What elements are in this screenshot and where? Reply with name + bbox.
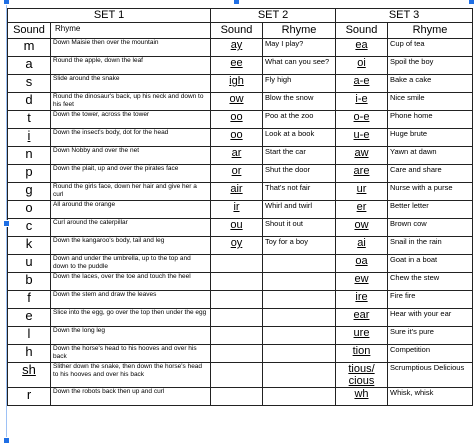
set-2-sound-cell: ar	[211, 147, 263, 165]
set-3-sound-cell: ure	[336, 327, 388, 345]
set-3-sound-cell: ew	[336, 273, 388, 291]
set-3-sound-cell: o-e	[336, 111, 388, 129]
set-1-rhyme-cell: Down the plait, up and over the pirates face	[51, 165, 211, 183]
table-row	[8, 309, 473, 327]
set-2-rhyme-header: Rhyme	[263, 23, 336, 39]
set-2-sound-cell: ee	[211, 57, 263, 75]
set-3-sound-cell: wh	[336, 388, 388, 406]
set-1-rhyme-cell: All around the orange	[51, 201, 211, 219]
set-2-sound-cell	[211, 363, 263, 388]
set-3-rhyme-cell: Care and share	[388, 165, 473, 183]
set-1-rhyme-cell: Slice into the egg, go over the top then under the egg	[51, 309, 211, 327]
set-1-sound-cell: f	[8, 291, 51, 309]
set-1-rhyme-header: Rhyme	[51, 23, 211, 39]
set-1-rhyme-cell: Down Nobby and over the net	[51, 147, 211, 165]
set-3-rhyme-cell: Hear with your ear	[388, 309, 473, 327]
resize-handle-top-right[interactable]	[468, 0, 474, 5]
set-2-rhyme-cell: Toy for a boy	[263, 237, 336, 255]
set-2-sound-cell	[211, 255, 263, 273]
table-row	[8, 363, 473, 388]
set-3-rhyme-cell: Competition	[388, 345, 473, 363]
set-3-sound-cell: a-e	[336, 75, 388, 93]
set-1-rhyme-cell: Down the robots back then up and curl	[51, 388, 211, 406]
set-3-sound-cell: ire	[336, 291, 388, 309]
set-1-sound-cell: a	[8, 57, 51, 75]
set-2-rhyme-cell	[263, 309, 336, 327]
set-1-sound-cell: g	[8, 183, 51, 201]
set-2-sound-cell: oy	[211, 237, 263, 255]
set-2-rhyme-cell: Shout it out	[263, 219, 336, 237]
set-1-rhyme-cell: Down the insect's body, dot for the head	[51, 129, 211, 147]
set-2-rhyme-cell	[263, 363, 336, 388]
set-3-sound-cell: ur	[336, 183, 388, 201]
set-3-sound-cell: oa	[336, 255, 388, 273]
set-3-rhyme-cell: Better letter	[388, 201, 473, 219]
set-1-sound-cell: m	[8, 39, 51, 57]
set-3-rhyme-header: Rhyme	[388, 23, 473, 39]
set-3-rhyme-cell: Snail in the rain	[388, 237, 473, 255]
table-row	[8, 388, 473, 406]
table-row	[8, 183, 473, 201]
set-2-sound-cell	[211, 327, 263, 345]
set-2-sound-cell	[211, 291, 263, 309]
set-1-rhyme-cell: Down the kangaroo's body, tail and leg	[51, 237, 211, 255]
set-1-rhyme-cell: Down the horse's head to his hooves and over his back	[51, 345, 211, 363]
set-3-sound-cell: u-e	[336, 129, 388, 147]
resize-handle-top-left[interactable]	[3, 0, 10, 5]
table-row	[8, 219, 473, 237]
set-3-rhyme-cell: Chew the stew	[388, 273, 473, 291]
set-2-sound-header: Sound	[211, 23, 263, 39]
set-1-sound-cell: u	[8, 255, 51, 273]
set-1-heading: SET 1	[8, 9, 211, 23]
set-2-rhyme-cell: Look at a book	[263, 129, 336, 147]
set-1-sound-cell: o	[8, 201, 51, 219]
table-row	[8, 147, 473, 165]
set-1-rhyme-cell: Curl around the caterpillar	[51, 219, 211, 237]
set-3-sound-cell: are	[336, 165, 388, 183]
set-3-sound-cell: tious/ cious	[336, 363, 388, 388]
set-1-sound-cell: e	[8, 309, 51, 327]
set-2-rhyme-cell: May I play?	[263, 39, 336, 57]
set-3-sound-cell: ear	[336, 309, 388, 327]
set-3-sound-cell: ea	[336, 39, 388, 57]
set-3-rhyme-cell: Brown cow	[388, 219, 473, 237]
set-1-rhyme-cell: Round the apple, down the leaf	[51, 57, 211, 75]
set-3-rhyme-cell: Nurse with a purse	[388, 183, 473, 201]
set-header-row	[8, 9, 473, 23]
set-1-sound-cell: d	[8, 93, 51, 111]
set-2-sound-cell: oo	[211, 111, 263, 129]
set-3-rhyme-cell: Huge brute	[388, 129, 473, 147]
set-2-sound-cell: ow	[211, 93, 263, 111]
set-1-sound-cell: c	[8, 219, 51, 237]
set-1-sound-cell: sh	[8, 363, 51, 388]
set-1-sound-cell: i	[8, 129, 51, 147]
set-3-rhyme-cell: Fire fire	[388, 291, 473, 309]
set-1-sound-cell: r	[8, 388, 51, 406]
set-2-rhyme-cell	[263, 291, 336, 309]
set-2-rhyme-cell: Shut the door	[263, 165, 336, 183]
set-1-rhyme-cell: Down the long leg	[51, 327, 211, 345]
table-row	[8, 57, 473, 75]
table-row	[8, 255, 473, 273]
table-row	[8, 273, 473, 291]
resize-handle-left-middle[interactable]	[3, 220, 10, 227]
set-2-sound-cell: oo	[211, 129, 263, 147]
table-body	[8, 39, 473, 406]
set-2-rhyme-cell: Blow the snow	[263, 93, 336, 111]
resize-handle-top-middle[interactable]	[233, 0, 240, 5]
set-2-rhyme-cell: Fly high	[263, 75, 336, 93]
table-row	[8, 165, 473, 183]
set-2-sound-cell: ir	[211, 201, 263, 219]
set-3-rhyme-cell: Spoil the boy	[388, 57, 473, 75]
set-2-rhyme-cell: Whirl and twirl	[263, 201, 336, 219]
table-row	[8, 129, 473, 147]
set-3-rhyme-cell: Goat in a boat	[388, 255, 473, 273]
set-2-rhyme-cell	[263, 255, 336, 273]
set-2-sound-cell	[211, 388, 263, 406]
set-1-sound-cell: b	[8, 273, 51, 291]
set-2-rhyme-cell	[263, 388, 336, 406]
set-2-rhyme-cell: Start the car	[263, 147, 336, 165]
set-3-sound-header: Sound	[336, 23, 388, 39]
set-1-rhyme-cell: Slide around the snake	[51, 75, 211, 93]
set-2-rhyme-cell	[263, 345, 336, 363]
set-3-rhyme-cell: Nice smile	[388, 93, 473, 111]
set-1-rhyme-cell: Slither down the snake, then down the horse's head to his hooves and over his back	[51, 363, 211, 388]
set-2-sound-cell: igh	[211, 75, 263, 93]
set-3-rhyme-cell: Sure it's pure	[388, 327, 473, 345]
set-3-sound-cell: tion	[336, 345, 388, 363]
set-3-sound-cell: ai	[336, 237, 388, 255]
set-2-rhyme-cell	[263, 327, 336, 345]
table-row	[8, 93, 473, 111]
table-row	[8, 237, 473, 255]
table-row	[8, 291, 473, 309]
table-row	[8, 201, 473, 219]
set-2-sound-cell: ou	[211, 219, 263, 237]
column-header-row	[8, 23, 473, 39]
set-2-sound-cell: air	[211, 183, 263, 201]
set-1-sound-cell: l	[8, 327, 51, 345]
set-2-heading: SET 2	[211, 9, 336, 23]
set-3-sound-cell: aw	[336, 147, 388, 165]
set-1-sound-cell: n	[8, 147, 51, 165]
set-1-rhyme-cell: Down the laces, over the toe and touch the heel	[51, 273, 211, 291]
resize-handle-bottom-left[interactable]	[3, 437, 10, 443]
table-row	[8, 39, 473, 57]
set-2-rhyme-cell	[263, 273, 336, 291]
set-3-sound-cell: ow	[336, 219, 388, 237]
set-1-sound-header: Sound	[8, 23, 51, 39]
set-1-rhyme-cell: Down the tower, across the tower	[51, 111, 211, 129]
set-1-sound-cell: s	[8, 75, 51, 93]
set-3-sound-cell: i-e	[336, 93, 388, 111]
set-2-sound-cell: ay	[211, 39, 263, 57]
set-1-rhyme-cell: Round the dinosaur's back, up his neck and down to his feet	[51, 93, 211, 111]
set-3-sound-cell: er	[336, 201, 388, 219]
set-1-rhyme-cell: Round the girls face, down her hair and give her a curl	[51, 183, 211, 201]
set-2-sound-cell	[211, 309, 263, 327]
set-3-rhyme-cell: Yawn at dawn	[388, 147, 473, 165]
set-1-sound-cell: k	[8, 237, 51, 255]
set-3-rhyme-cell: Scrumptious Delicious	[388, 363, 473, 388]
table-row	[8, 111, 473, 129]
set-1-sound-cell: p	[8, 165, 51, 183]
set-2-rhyme-cell: What can you see?	[263, 57, 336, 75]
set-1-rhyme-cell: Down Maisie then over the mountain	[51, 39, 211, 57]
set-3-sound-cell: oi	[336, 57, 388, 75]
set-3-rhyme-cell: Cup of tea	[388, 39, 473, 57]
table-row	[8, 345, 473, 363]
table-row	[8, 327, 473, 345]
set-3-rhyme-cell: Bake a cake	[388, 75, 473, 93]
set-3-rhyme-cell: Whisk, whisk	[388, 388, 473, 406]
table-row	[8, 75, 473, 93]
set-3-rhyme-cell: Phone home	[388, 111, 473, 129]
set-1-rhyme-cell: Down and under the umbrella, up to the top and down to the puddle	[51, 255, 211, 273]
set-2-sound-cell: or	[211, 165, 263, 183]
set-2-rhyme-cell: Poo at the zoo	[263, 111, 336, 129]
set-3-heading: SET 3	[336, 9, 473, 23]
set-2-rhyme-cell: That's not fair	[263, 183, 336, 201]
set-1-rhyme-cell: Down the stem and draw the leaves	[51, 291, 211, 309]
set-2-sound-cell	[211, 345, 263, 363]
set-1-sound-cell: h	[8, 345, 51, 363]
set-1-sound-cell: t	[8, 111, 51, 129]
set-2-sound-cell	[211, 273, 263, 291]
phonics-table	[7, 8, 473, 406]
